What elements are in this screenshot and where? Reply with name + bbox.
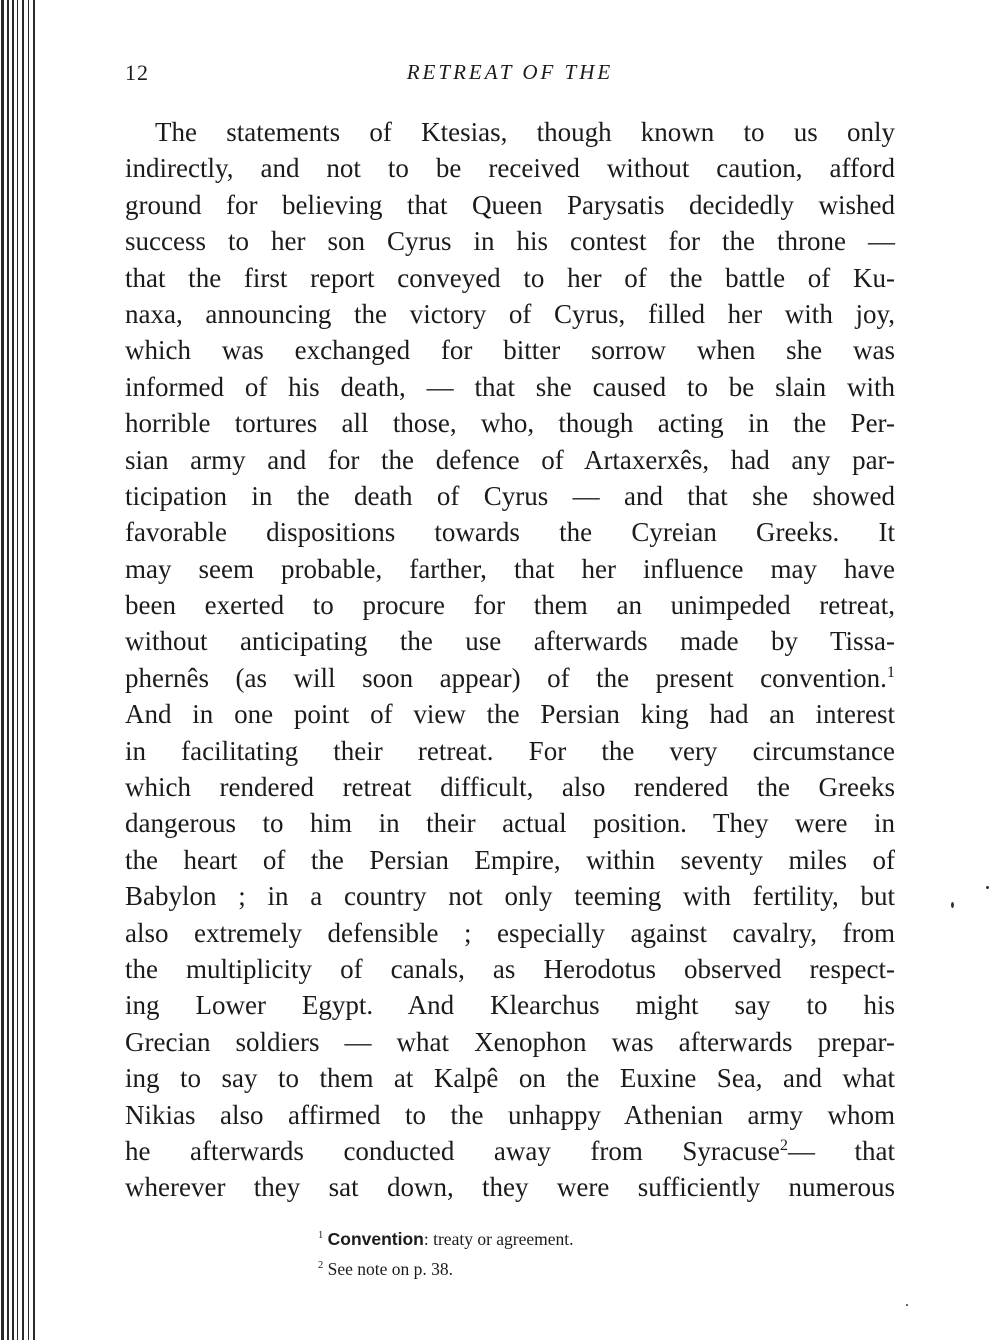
footnote-marker: 1 [318,1230,324,1242]
footnote-text: See note on p. 38. [327,1259,454,1279]
footnote-text: : treaty or agreement. [423,1229,574,1249]
text-line: The statements of Ktesias, though known to us only [155,117,895,147]
text-line [125,660,895,696]
text-line-tail: — that [787,1135,895,1166]
text-line: without anticipating the use afterwards made by Tissa- [125,626,895,657]
text-line: may seem probable, farther, that her influence may have [125,553,895,584]
book-binding-edge [0,0,40,1340]
text-line: sian army and for the defence of Artaxerxês, had any par- [125,444,895,475]
footnote-2 [318,1254,838,1284]
footnote-marker: 2 [318,1260,324,1272]
text-line: ing Lower Egypt. And Klearchus might say to his [125,990,895,1021]
footnote-reference-2: 2 [779,1135,788,1154]
text-line-content: he afterwards conducted away from Syracuse [125,1135,780,1166]
text-line: horrible tortures all those, who, though acting in the Per- [125,408,895,439]
text-line: also extremely defensible ; especially against cavalry, from [125,917,895,948]
text-line: favorable dispositions towards the Cyreian Greeks. It [125,517,895,548]
text-line: ing to say to them at Kalpê on the Euxine Sea, and what [125,1063,895,1094]
text-line [125,1133,895,1169]
text-line: informed of his death, — that she caused to be slain with [125,371,895,402]
text-line: ground for believing that Queen Parysatis decidedly wished [125,189,895,220]
text-line: ticipation in the death of Cyrus — and that she showed [125,480,895,511]
ink-speck [951,902,954,908]
text-line: Nikias also affirmed to the unhappy Athenian army whom [125,1099,895,1130]
text-line: the heart of the Persian Empire, within seventy miles of [125,844,895,875]
page-number: 12 [125,60,149,85]
footnote-term: Convention [327,1229,424,1249]
text-line: which rendered retreat difficult, also rendered the Greeks [125,772,895,803]
text-line: the multiplicity of canals, as Herodotus observed respect- [125,953,895,984]
text-line: indirectly, and not to be received without caution, afford [125,153,895,184]
text-line: Babylon ; in a country not only teeming with fertility, but [125,881,895,912]
text-line: that the first report conveyed to her of the battle of Ku- [125,262,895,293]
text-line: success to her son Cyrus in his contest for the throne — [125,226,895,257]
body-text [125,114,895,1206]
ink-speck [906,1304,908,1306]
text-line: naxa, announcing the victory of Cyrus, filled her with joy, [125,298,895,329]
text-line: And in one point of view the Persian king had an interest [125,699,895,730]
text-line: Grecian soldiers — what Xenophon was afterwards prepar- [125,1026,895,1057]
text-line: dangerous to him in their actual position. They were in [125,808,895,839]
page-header [125,60,895,90]
text-line: wherever they sat down, they were sufficiently numerous [125,1172,895,1203]
text-line-content: phernês (as will soon appear) of the present convention. [125,662,887,693]
text-line: been exerted to procure for them an unimpeded retreat, [125,590,895,621]
text-line: in facilitating their retreat. For the very circumstance [125,735,895,766]
footnote-reference-1: 1 [886,662,895,681]
running-head: RETREAT OF THE [406,60,614,84]
ink-speck [986,886,989,889]
footnotes [318,1224,838,1284]
text-line: which was exchanged for bitter sorrow when she was [125,335,895,366]
footnote-1 [318,1224,838,1254]
